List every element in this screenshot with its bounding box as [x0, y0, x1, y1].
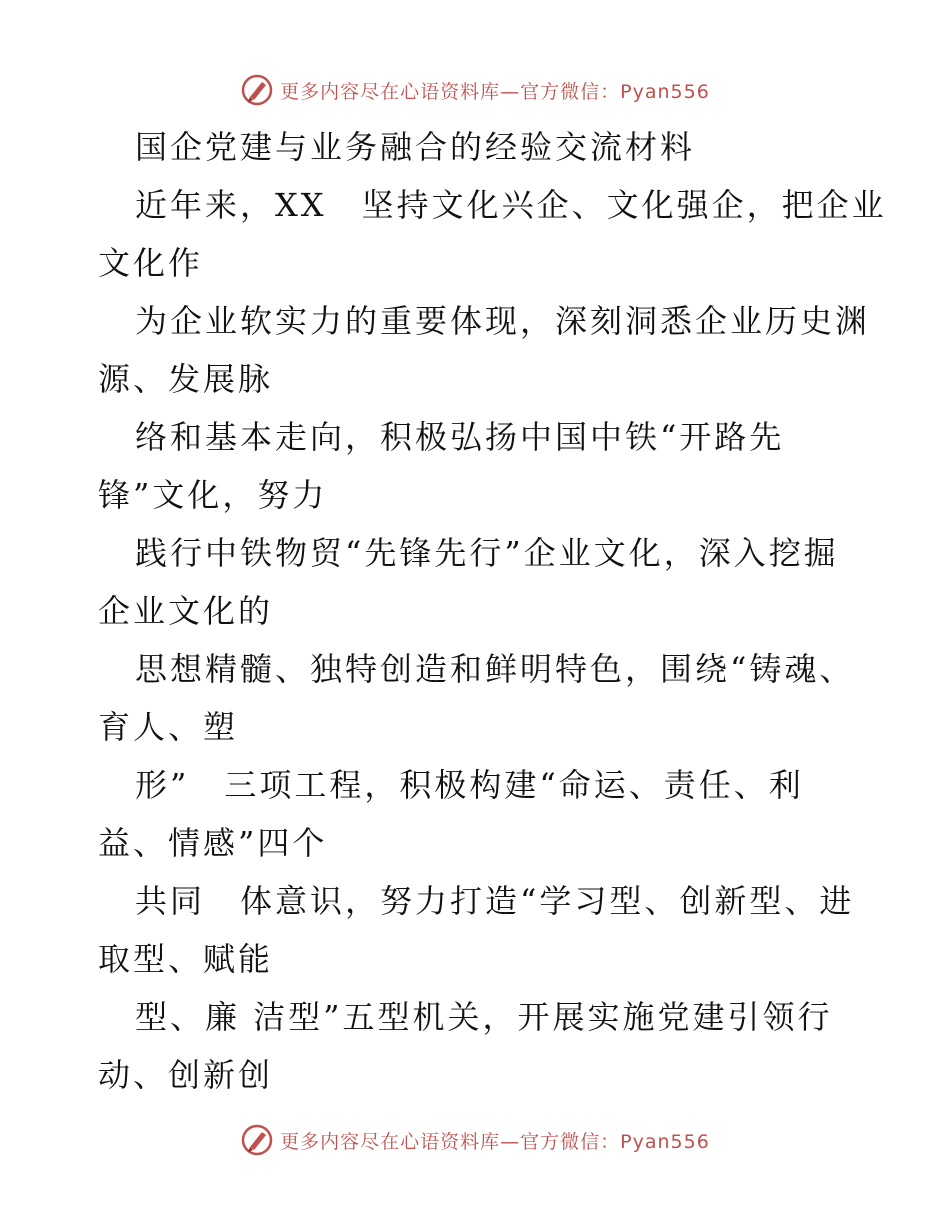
paragraph-line: 践行中铁物贸“先锋先行”企业文化，深入挖掘	[135, 534, 839, 572]
pen-logo-icon	[240, 73, 274, 107]
paragraph-line: 育人、塑	[98, 708, 239, 746]
pen-logo-icon	[240, 1123, 274, 1157]
watermark-text: 更多内容尽在心语资料库—官方微信：Pyan556	[280, 1130, 710, 1153]
paragraph-line: 形” 三项工程，积极构建“命运、责任、利	[135, 766, 804, 804]
document-title: 国企党建与业务融合的经验交流材料	[135, 128, 696, 166]
paragraph-line: 近年来，XX 坚持文化兴企、文化强企，把企业	[135, 186, 887, 224]
paragraph-line: 思想精髓、独特创造和鲜明特色，围绕“铸魂、	[135, 650, 855, 688]
paragraph-line: 企业文化的	[98, 592, 274, 630]
paragraph-line: 源、发展脉	[98, 360, 274, 398]
paragraph-line: 为企业软实力的重要体现，深刻洞悉企业历史渊	[135, 302, 871, 340]
watermark-text: 更多内容尽在心语资料库—官方微信：Pyan556	[280, 80, 710, 103]
paragraph-line: 型、廉 洁型”五型机关，开展实施党建引领行	[135, 998, 833, 1036]
paragraph-line: 益、情感”四个	[98, 824, 328, 862]
paragraph-line: 络和基本走向，积极弘扬中国中铁“开路先	[135, 418, 785, 456]
paragraph-line: 动、创新创	[98, 1056, 274, 1094]
watermark-banner-top	[0, 70, 950, 110]
paragraph-line: 文化作	[98, 244, 204, 282]
paragraph-line: 取型、赋能	[98, 940, 274, 978]
watermark-banner-bottom	[0, 1120, 950, 1160]
paragraph-line: 共同 体意识，努力打造“学习型、创新型、进	[135, 882, 855, 920]
paragraph-line: 锋”文化，努力	[98, 476, 328, 514]
document-body	[0, 118, 950, 1104]
